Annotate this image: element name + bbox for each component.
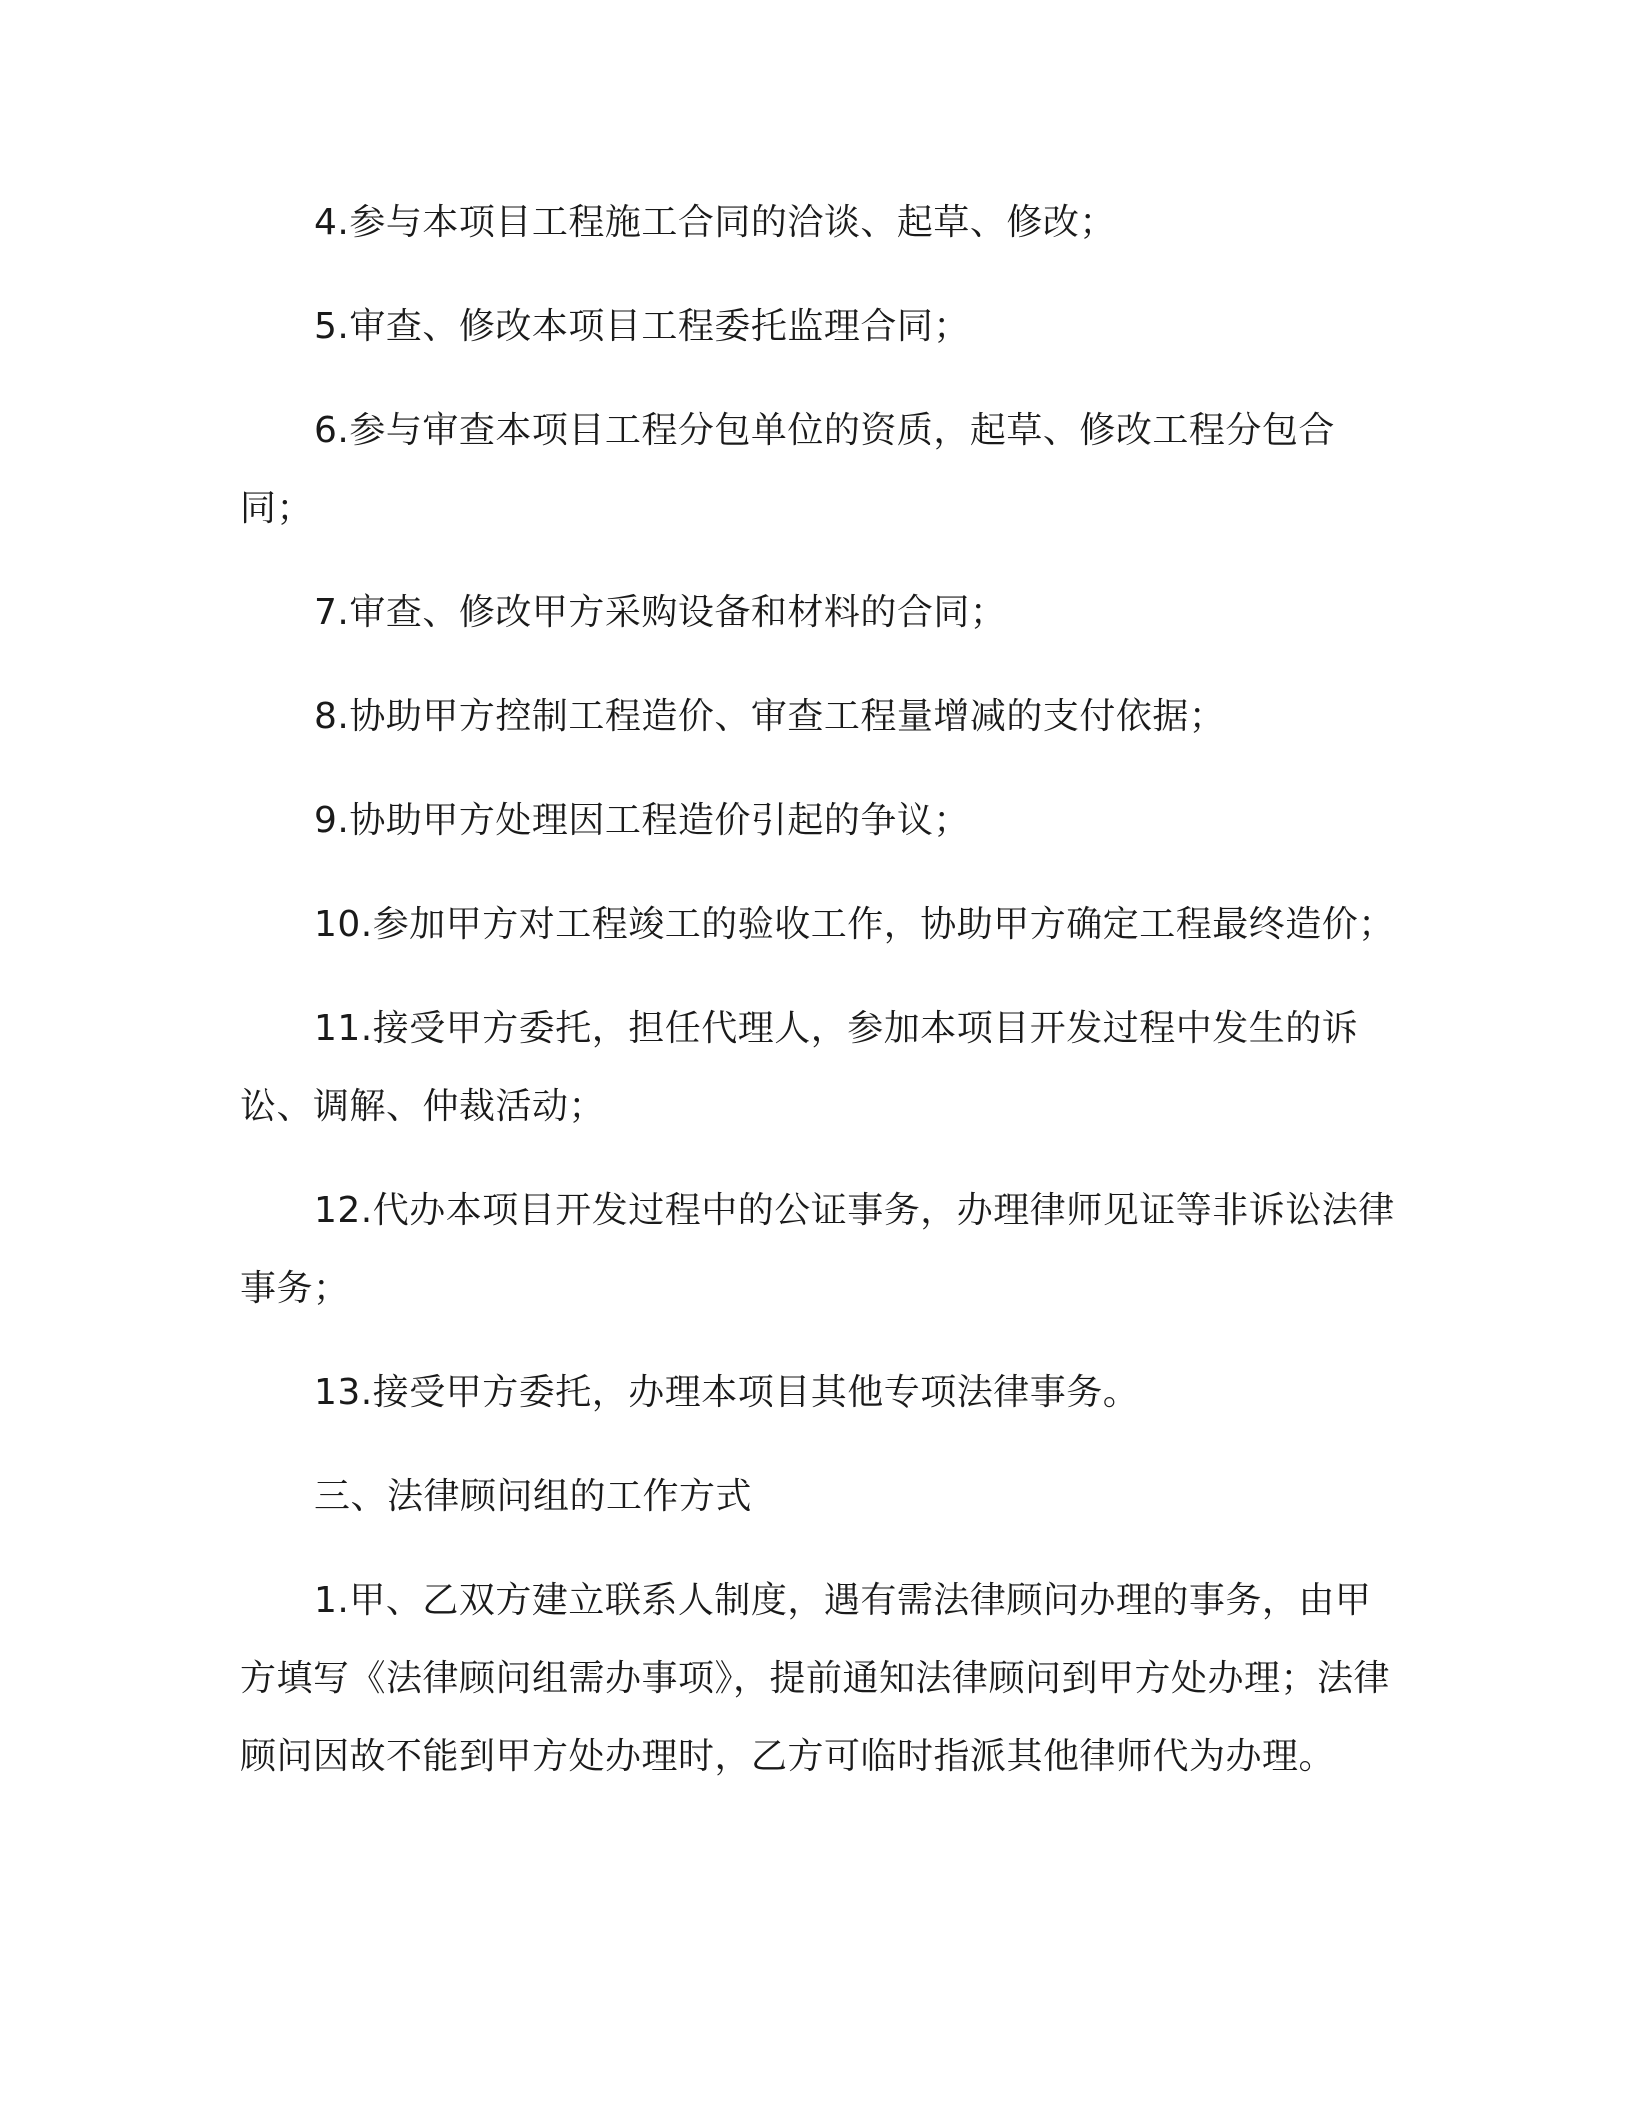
item-9: 9.协助甲方处理因工程造价引起的争议； xyxy=(314,800,970,841)
item-5: 5.审查、修改本项目工程委托监理合同； xyxy=(314,306,970,347)
item-7: 7.审查、修改甲方采购设备和材料的合同； xyxy=(314,592,1007,633)
item-8: 8.协助甲方控制工程造价、审查工程量增减的支付依据； xyxy=(314,696,1226,737)
section-paragraph-1: 1.甲、乙双方建立联系人制度，遇有需法律顾问办理的事务，由甲方填写《法律顾问组需办事项》，提前通知法律顾问到甲方处办理；法律顾问因故不能到甲方处办理时，乙方可临时指派其他律师代为办理。 xyxy=(240,1580,1391,1777)
item-13: 13.接受甲方委托，办理本项目其他专项法律事务。 xyxy=(314,1372,1140,1413)
document-body xyxy=(240,184,1400,1822)
item-10: 10.参加甲方对工程竣工的验收工作，协助甲方确定工程最终造价； xyxy=(314,904,1395,945)
section-heading: 三、法律顾问组的工作方式 xyxy=(314,1476,753,1517)
item-11: 11.接受甲方委托，担任代理人，参加本项目开发过程中发生的诉讼、调解、仲裁活动； xyxy=(240,1008,1359,1127)
item-12: 12.代办本项目开发过程中的公证事务，办理律师见证等非诉讼法律事务； xyxy=(240,1190,1395,1309)
item-4: 4.参与本项目工程施工合同的洽谈、起草、修改； xyxy=(314,202,1116,243)
item-6: 6.参与审查本项目工程分包单位的资质，起草、修改工程分包合同； xyxy=(240,410,1335,529)
